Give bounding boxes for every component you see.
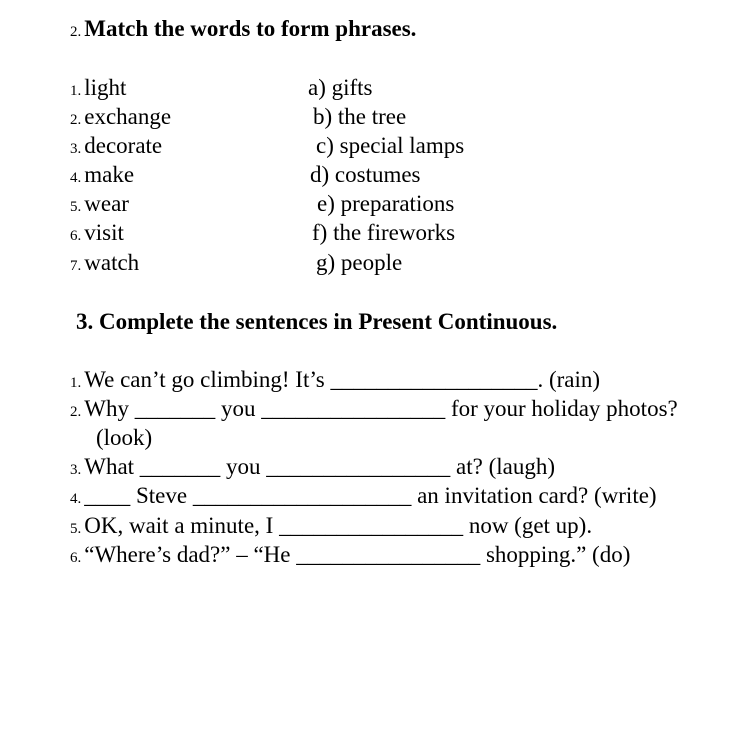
sentence-number: 3. — [70, 462, 82, 478]
match-left-item — [70, 104, 171, 133]
match-left-item — [70, 250, 139, 279]
item-word: wear — [84, 191, 129, 216]
exercise-2-heading — [70, 16, 416, 45]
item-number: 3. — [70, 141, 82, 157]
sentence-text: “Where’s dad?” – “He ________________ shopping.” (do) — [84, 542, 631, 567]
match-right-item: g) people — [316, 250, 403, 275]
sentence-item — [70, 367, 600, 396]
sentence-item — [70, 483, 657, 512]
sentence-item — [70, 513, 592, 542]
match-right-item: d) costumes — [310, 162, 421, 187]
match-right-item: e) preparations — [317, 191, 455, 216]
sentence-text: What _______ you ________________ at? (laugh) — [84, 454, 556, 479]
item-number: 4. — [70, 170, 82, 186]
sentence-number: 4. — [70, 491, 82, 507]
sentence-continuation: (look) — [96, 425, 153, 450]
match-right-item: c) special lamps — [316, 133, 465, 158]
item-word: visit — [84, 220, 124, 245]
match-right-item: f) the fireworks — [312, 220, 456, 245]
exercise-3-title: 3. Complete the sentences in Present Continuous. — [76, 309, 558, 334]
item-word: light — [84, 75, 127, 100]
match-left-item — [70, 191, 129, 220]
item-word: make — [84, 162, 135, 187]
sentence-number: 2. — [70, 404, 82, 420]
sentence-item — [70, 542, 630, 571]
item-word: exchange — [84, 104, 172, 129]
exercise-2-number: 2. — [70, 24, 82, 40]
sentence-text: ____ Steve ___________________ an invitation card? (write) — [84, 483, 657, 508]
match-left-item — [70, 75, 126, 104]
sentence-number: 1. — [70, 375, 82, 391]
sentence-text: We can’t go climbing! It’s __________________. (rain) — [84, 367, 601, 392]
match-right-item: a) gifts — [308, 75, 373, 100]
sentence-item — [70, 454, 555, 483]
item-number: 5. — [70, 199, 82, 215]
sentence-number: 6. — [70, 550, 82, 566]
item-number: 6. — [70, 228, 82, 244]
sentence-text: Why _______ you ________________ for your holiday photos? — [84, 396, 678, 421]
match-right-item: b) the tree — [313, 104, 407, 129]
sentence-number: 5. — [70, 521, 82, 537]
item-number: 1. — [70, 83, 82, 99]
match-left-item — [70, 133, 162, 162]
item-number: 7. — [70, 258, 82, 274]
match-left-item — [70, 162, 134, 191]
item-word: watch — [84, 250, 140, 275]
sentence-text: OK, wait a minute, I ________________ now (get up). — [84, 513, 593, 538]
item-word: decorate — [84, 133, 163, 158]
match-left-item — [70, 220, 124, 249]
sentence-item — [70, 396, 678, 425]
item-number: 2. — [70, 112, 82, 128]
exercise-2-title: Match the words to form phrases. — [84, 16, 417, 41]
